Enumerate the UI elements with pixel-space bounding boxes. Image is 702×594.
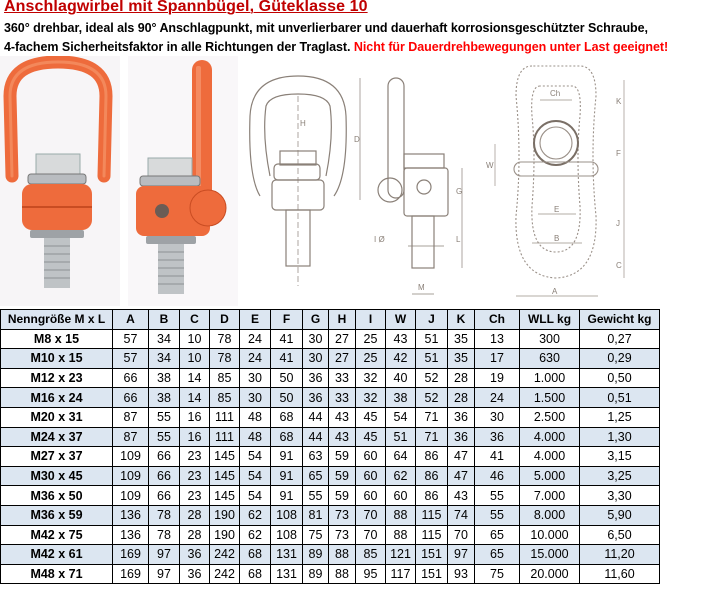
table-cell: 25 <box>356 329 386 349</box>
col-header-c: C <box>180 310 210 330</box>
table-cell: 145 <box>210 466 240 486</box>
col-header-b: B <box>149 310 180 330</box>
svg-text:E: E <box>554 205 560 214</box>
table-cell: 51 <box>386 427 416 447</box>
table-cell: 47 <box>448 466 475 486</box>
table-cell: 35 <box>448 349 475 369</box>
table-row <box>1 329 660 349</box>
table-cell: 32 <box>356 368 386 388</box>
table-row <box>1 407 660 427</box>
table-cell: 88 <box>386 525 416 545</box>
table-cell: 55 <box>149 407 180 427</box>
table-cell: 89 <box>303 564 329 584</box>
cell-size: M27 x 37 <box>1 447 113 467</box>
table-cell: 43 <box>386 329 416 349</box>
table-cell: 41 <box>475 447 520 467</box>
table-cell: 14 <box>180 388 210 408</box>
cell-size: M36 x 50 <box>1 486 113 506</box>
table-cell: 66 <box>149 486 180 506</box>
table-cell: 28 <box>180 505 210 525</box>
table-cell: 23 <box>180 466 210 486</box>
table-cell: 65 <box>303 466 329 486</box>
table-cell: 50 <box>271 368 303 388</box>
description-text: 4-fachem Sicherheitsfaktor in alle Richtungen der Traglast. <box>4 40 351 54</box>
svg-text:H: H <box>300 119 306 128</box>
table-cell: 91 <box>271 486 303 506</box>
cell-size: M8 x 15 <box>1 329 113 349</box>
table-cell: 24 <box>240 329 271 349</box>
col-header-ch: Ch <box>475 310 520 330</box>
table-cell: 66 <box>113 388 149 408</box>
table-cell: 17 <box>475 349 520 369</box>
table-cell: 81 <box>303 505 329 525</box>
table-cell: 30 <box>303 349 329 369</box>
table-cell: 121 <box>386 545 416 565</box>
table-cell: 89 <box>303 545 329 565</box>
col-header-d: D <box>210 310 240 330</box>
table-cell: 65 <box>475 525 520 545</box>
product-images <box>0 56 702 306</box>
col-header-e: E <box>240 310 271 330</box>
table-cell: 78 <box>149 505 180 525</box>
table-cell: 41 <box>271 349 303 369</box>
table-cell: 95 <box>356 564 386 584</box>
table-cell: 75 <box>475 564 520 584</box>
table-cell: 87 <box>113 407 149 427</box>
table-cell: 55 <box>303 486 329 506</box>
table-cell: 85 <box>210 368 240 388</box>
table-cell: 60 <box>356 447 386 467</box>
table-cell: 33 <box>329 388 356 408</box>
table-cell: 88 <box>329 545 356 565</box>
table-cell: 0,27 <box>580 329 660 349</box>
table-cell: 24 <box>240 349 271 369</box>
table-cell: 44 <box>303 407 329 427</box>
table-cell: 57 <box>113 349 149 369</box>
col-header-size: Nenngröße M x L <box>1 310 113 330</box>
table-cell: 78 <box>210 349 240 369</box>
table-row <box>1 505 660 525</box>
table-cell: 108 <box>271 525 303 545</box>
svg-text:K: K <box>616 97 622 106</box>
table-cell: 51 <box>416 329 448 349</box>
table-cell: 190 <box>210 505 240 525</box>
table-cell: 68 <box>271 427 303 447</box>
table-cell: 38 <box>386 388 416 408</box>
table-cell: 68 <box>271 407 303 427</box>
svg-text:I Ø: I Ø <box>374 235 385 244</box>
table-cell: 36 <box>180 545 210 565</box>
table-cell: 4.000 <box>520 447 580 467</box>
table-cell: 97 <box>448 545 475 565</box>
table-cell: 35 <box>448 329 475 349</box>
table-cell: 131 <box>271 545 303 565</box>
table-cell: 1,30 <box>580 427 660 447</box>
table-cell: 43 <box>329 427 356 447</box>
table-cell: 87 <box>113 427 149 447</box>
table-cell: 2.500 <box>520 407 580 427</box>
table-cell: 93 <box>448 564 475 584</box>
table-cell: 24 <box>475 388 520 408</box>
col-header-g: G <box>303 310 329 330</box>
table-cell: 36 <box>448 427 475 447</box>
table-cell: 54 <box>240 466 271 486</box>
table-cell: 30 <box>475 407 520 427</box>
table-cell: 66 <box>149 447 180 467</box>
table-cell: 75 <box>303 525 329 545</box>
table-cell: 45 <box>356 427 386 447</box>
table-cell: 78 <box>210 329 240 349</box>
table-cell: 10.000 <box>520 525 580 545</box>
table-cell: 52 <box>416 368 448 388</box>
svg-text:D: D <box>354 135 360 144</box>
table-row <box>1 564 660 584</box>
table-cell: 62 <box>240 505 271 525</box>
table-cell: 54 <box>386 407 416 427</box>
table-cell: 60 <box>356 466 386 486</box>
table-cell: 14 <box>180 368 210 388</box>
table-cell: 86 <box>416 486 448 506</box>
table-cell: 97 <box>149 564 180 584</box>
table-cell: 63 <box>303 447 329 467</box>
table-cell: 97 <box>149 545 180 565</box>
table-cell: 42 <box>386 349 416 369</box>
col-header-a: A <box>113 310 149 330</box>
table-cell: 36 <box>303 368 329 388</box>
table-cell: 70 <box>448 525 475 545</box>
svg-text:L: L <box>456 235 461 244</box>
table-row <box>1 466 660 486</box>
table-cell: 55 <box>475 505 520 525</box>
table-cell: 47 <box>448 447 475 467</box>
table-cell: 74 <box>448 505 475 525</box>
swivel-hoist-ring-photo-side <box>128 56 238 306</box>
table-cell: 11,20 <box>580 545 660 565</box>
table-cell: 30 <box>240 388 271 408</box>
table-cell: 115 <box>416 505 448 525</box>
table-cell: 78 <box>149 525 180 545</box>
table-cell: 59 <box>329 447 356 467</box>
table-cell: 28 <box>180 525 210 545</box>
table-cell: 34 <box>149 329 180 349</box>
table-cell: 111 <box>210 427 240 447</box>
table-cell: 86 <box>416 466 448 486</box>
table-cell: 8.000 <box>520 505 580 525</box>
table-cell: 59 <box>329 486 356 506</box>
table-cell: 23 <box>180 447 210 467</box>
table-cell: 65 <box>475 545 520 565</box>
technical-drawing-front-side <box>240 56 470 306</box>
table-cell: 190 <box>210 525 240 545</box>
table-cell: 52 <box>416 388 448 408</box>
cell-size: M10 x 15 <box>1 349 113 369</box>
table-cell: 54 <box>240 486 271 506</box>
table-cell: 60 <box>356 486 386 506</box>
table-cell: 28 <box>448 388 475 408</box>
cell-size: M48 x 71 <box>1 564 113 584</box>
table-cell: 109 <box>113 447 149 467</box>
table-cell: 44 <box>303 427 329 447</box>
cell-size: M20 x 31 <box>1 407 113 427</box>
svg-text:W: W <box>486 161 494 170</box>
table-cell: 300 <box>520 329 580 349</box>
cell-size: M42 x 61 <box>1 545 113 565</box>
table-cell: 36 <box>475 427 520 447</box>
table-cell: 45 <box>356 407 386 427</box>
table-cell: 4.000 <box>520 427 580 447</box>
table-cell: 64 <box>386 447 416 467</box>
table-cell: 43 <box>329 407 356 427</box>
table-cell: 169 <box>113 564 149 584</box>
col-header-k: K <box>448 310 475 330</box>
description-line-2 <box>4 40 668 54</box>
table-cell: 91 <box>271 466 303 486</box>
table-cell: 242 <box>210 545 240 565</box>
table-header-row <box>1 310 660 330</box>
table-row <box>1 427 660 447</box>
table-cell: 40 <box>386 368 416 388</box>
table-row <box>1 349 660 369</box>
table-cell: 242 <box>210 564 240 584</box>
table-cell: 73 <box>329 505 356 525</box>
table-cell: 108 <box>271 505 303 525</box>
table-cell: 10 <box>180 349 210 369</box>
table-cell: 34 <box>149 349 180 369</box>
table-cell: 136 <box>113 505 149 525</box>
table-cell: 28 <box>448 368 475 388</box>
svg-text:M: M <box>418 283 425 292</box>
col-header-h: H <box>329 310 356 330</box>
svg-text:F: F <box>616 149 621 158</box>
col-header-w: W <box>386 310 416 330</box>
table-cell: 19 <box>475 368 520 388</box>
table-cell: 145 <box>210 447 240 467</box>
table-cell: 60 <box>386 486 416 506</box>
table-cell: 57 <box>113 329 149 349</box>
table-cell: 3,15 <box>580 447 660 467</box>
table-row <box>1 486 660 506</box>
table-cell: 3,25 <box>580 466 660 486</box>
table-cell: 86 <box>416 447 448 467</box>
cell-size: M12 x 23 <box>1 368 113 388</box>
table-cell: 169 <box>113 545 149 565</box>
table-cell: 10 <box>180 329 210 349</box>
table-cell: 85 <box>356 545 386 565</box>
table-cell: 70 <box>356 505 386 525</box>
table-cell: 109 <box>113 486 149 506</box>
table-cell: 20.000 <box>520 564 580 584</box>
table-cell: 55 <box>475 486 520 506</box>
table-row <box>1 525 660 545</box>
col-header-weight: Gewicht kg <box>580 310 660 330</box>
page-title: Anschlagwirbel mit Spannbügel, Güteklasse 10 <box>4 0 368 15</box>
table-cell: 41 <box>271 329 303 349</box>
table-row <box>1 368 660 388</box>
svg-text:J: J <box>616 219 620 228</box>
table-row <box>1 388 660 408</box>
table-cell: 16 <box>180 427 210 447</box>
table-cell: 36 <box>303 388 329 408</box>
cell-size: M36 x 59 <box>1 505 113 525</box>
table-row <box>1 447 660 467</box>
table-cell: 71 <box>416 427 448 447</box>
table-cell: 5,90 <box>580 505 660 525</box>
col-header-i: I <box>356 310 386 330</box>
table-cell: 38 <box>149 368 180 388</box>
table-cell: 46 <box>475 466 520 486</box>
table-cell: 27 <box>329 349 356 369</box>
svg-text:C: C <box>616 261 622 270</box>
table-cell: 55 <box>149 427 180 447</box>
swivel-hoist-ring-photo-front <box>0 56 120 306</box>
table-cell: 0,50 <box>580 368 660 388</box>
table-cell: 117 <box>386 564 416 584</box>
table-cell: 88 <box>329 564 356 584</box>
table-cell: 32 <box>356 388 386 408</box>
cell-size: M30 x 45 <box>1 466 113 486</box>
table-cell: 25 <box>356 349 386 369</box>
table-cell: 71 <box>416 407 448 427</box>
warning-text: Nicht für Dauerdrehbewegungen unter Last geeignet! <box>353 40 669 54</box>
table-cell: 630 <box>520 349 580 369</box>
table-cell: 131 <box>271 564 303 584</box>
table-cell: 1.000 <box>520 368 580 388</box>
table-cell: 151 <box>416 545 448 565</box>
table-cell: 38 <box>149 388 180 408</box>
table-cell: 68 <box>240 545 271 565</box>
cell-size: M24 x 37 <box>1 427 113 447</box>
table-cell: 73 <box>329 525 356 545</box>
table-row <box>1 545 660 565</box>
table-cell: 1,25 <box>580 407 660 427</box>
col-header-f: F <box>271 310 303 330</box>
table-cell: 111 <box>210 407 240 427</box>
table-cell: 50 <box>271 388 303 408</box>
table-cell: 43 <box>448 486 475 506</box>
table-cell: 27 <box>329 329 356 349</box>
col-header-j: J <box>416 310 448 330</box>
svg-text:G: G <box>456 187 463 196</box>
table-cell: 36 <box>448 407 475 427</box>
table-cell: 151 <box>416 564 448 584</box>
technical-drawing-top <box>470 56 702 306</box>
table-cell: 115 <box>416 525 448 545</box>
table-cell: 48 <box>240 407 271 427</box>
table-cell: 0,29 <box>580 349 660 369</box>
description-line-1: 360° drehbar, ideal als 90° Anschlagpunkt, mit unverlierbarer und dauerhaft korrosionsgeschützter Schraube, <box>4 21 648 35</box>
table-cell: 16 <box>180 407 210 427</box>
table-cell: 13 <box>475 329 520 349</box>
table-body <box>1 329 660 584</box>
svg-text:Ch: Ch <box>550 89 561 98</box>
table-cell: 48 <box>240 427 271 447</box>
cell-size: M16 x 24 <box>1 388 113 408</box>
cell-size: M42 x 75 <box>1 525 113 545</box>
table-cell: 23 <box>180 486 210 506</box>
col-header-wll: WLL kg <box>520 310 580 330</box>
table-cell: 54 <box>240 447 271 467</box>
table-cell: 7.000 <box>520 486 580 506</box>
table-cell: 30 <box>240 368 271 388</box>
table-cell: 33 <box>329 368 356 388</box>
table-cell: 36 <box>180 564 210 584</box>
table-cell: 91 <box>271 447 303 467</box>
table-cell: 1.500 <box>520 388 580 408</box>
table-cell: 11,60 <box>580 564 660 584</box>
table-cell: 88 <box>386 505 416 525</box>
table-cell: 66 <box>113 368 149 388</box>
table-cell: 59 <box>329 466 356 486</box>
table-cell: 15.000 <box>520 545 580 565</box>
svg-text:B: B <box>554 234 560 243</box>
specification-table <box>0 309 660 584</box>
table-cell: 6,50 <box>580 525 660 545</box>
table-cell: 66 <box>149 466 180 486</box>
table-cell: 85 <box>210 388 240 408</box>
table-cell: 0,51 <box>580 388 660 408</box>
table-cell: 51 <box>416 349 448 369</box>
table-cell: 30 <box>303 329 329 349</box>
table-cell: 5.000 <box>520 466 580 486</box>
table-cell: 136 <box>113 525 149 545</box>
svg-text:A: A <box>552 287 558 296</box>
table-cell: 109 <box>113 466 149 486</box>
table-cell: 70 <box>356 525 386 545</box>
table-cell: 62 <box>386 466 416 486</box>
table-cell: 68 <box>240 564 271 584</box>
table-cell: 62 <box>240 525 271 545</box>
table-cell: 145 <box>210 486 240 506</box>
table-cell: 3,30 <box>580 486 660 506</box>
